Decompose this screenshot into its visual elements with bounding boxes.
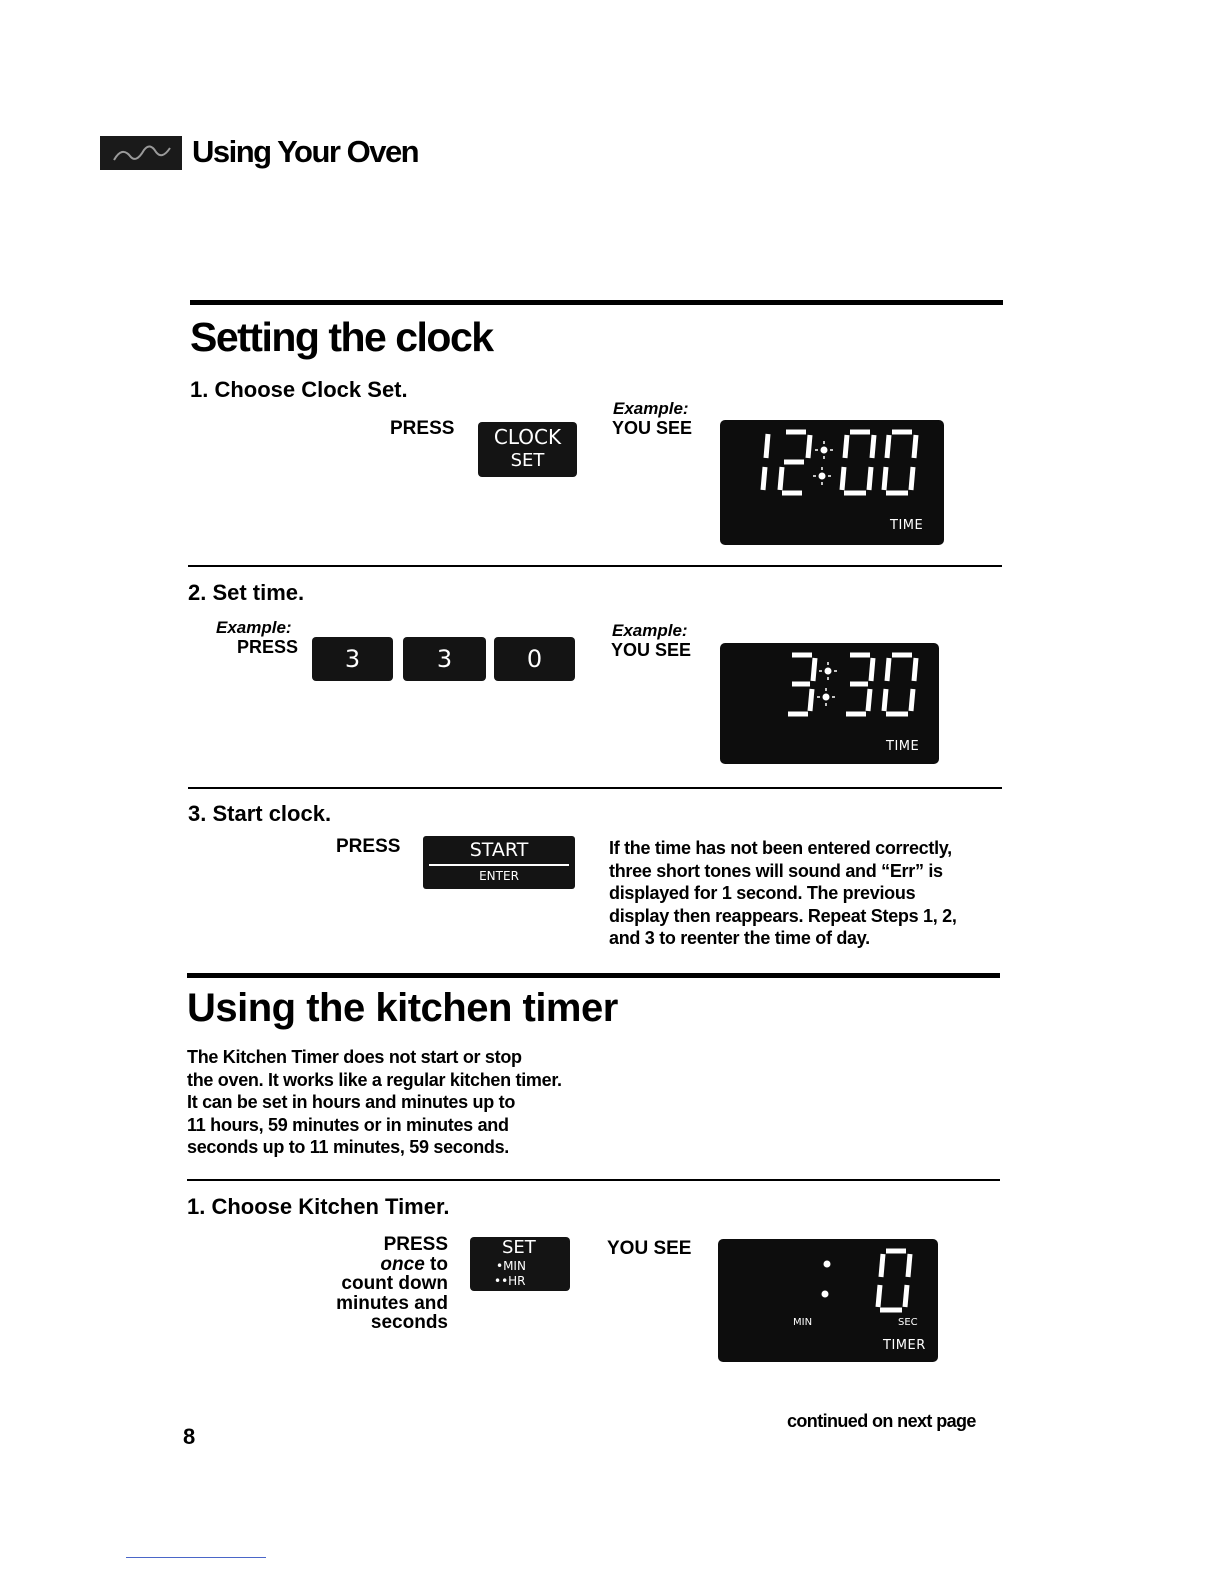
display-caption: TIMER (883, 1338, 926, 1353)
timer-intro: The Kitchen Timer does not start or stop the oven. It works like a regular kitchen timer. It can be set in hours and minutes up to 11 hours, 59 minutes or in minutes and seconds up to 11 minutes, 59 seconds. (187, 1047, 562, 1157)
start-label: START (429, 836, 569, 866)
step-divider (187, 1179, 1000, 1181)
digit-0-button[interactable]: 0 (494, 637, 575, 681)
section-rule (190, 300, 1003, 305)
clock-display-330 (720, 643, 939, 764)
timer-set-button[interactable] (470, 1237, 570, 1291)
enter-label: ENTER (479, 869, 519, 883)
section-title: Using Your Oven (192, 134, 419, 169)
clock-display-1200 (720, 420, 944, 545)
page-number: 8 (183, 1424, 196, 1449)
you-see-label: YOU SEE (611, 640, 692, 660)
timer-step1-title: 1. Choose Kitchen Timer. (187, 1194, 450, 1219)
min-indicator: •MIN (496, 1259, 526, 1273)
continued-note: continued on next page (787, 1411, 976, 1431)
error-note: If the time has not been entered correctly, three short tones will sound and “Err” is displayed for 1 second. The previous display then reappears. Repeat Steps 1, 2, and 3 to reenter the time of day. (609, 838, 957, 948)
digit-3-button[interactable]: 3 (403, 637, 486, 681)
start-enter-button[interactable] (423, 836, 575, 889)
section-rule (187, 973, 1000, 978)
press-label: PRESS (237, 637, 299, 657)
min-label: MIN (793, 1317, 813, 1328)
sec-label: SEC (898, 1317, 918, 1328)
example-label: Example: (216, 618, 292, 637)
timer-display (718, 1239, 938, 1362)
header-logo-block (100, 136, 182, 170)
example-label: Example: (612, 621, 688, 640)
display-caption: TIME (890, 518, 924, 533)
you-see-label: YOU SEE (607, 1238, 692, 1259)
press-label: PRESS (336, 836, 401, 857)
clock-set-line1: CLOCK (493, 425, 562, 449)
clock-set-button[interactable] (478, 422, 577, 477)
digit-3-button[interactable]: 3 (312, 637, 393, 681)
script-logo-icon (100, 136, 182, 170)
step-divider (188, 565, 1002, 567)
set-label: SET (502, 1237, 536, 1258)
example-label: Example: (613, 399, 689, 418)
clock-step2-title: 2. Set time. (188, 580, 305, 605)
step-divider (188, 787, 1002, 789)
timer-heading: Using the kitchen timer (187, 986, 618, 1030)
clock-step1-title: 1. Choose Clock Set. (190, 377, 408, 402)
you-see-label: YOU SEE (612, 418, 693, 438)
timer-press-instructions: PRESS once to count down minutes and seconds (300, 1235, 448, 1333)
once-word: once (380, 1253, 425, 1275)
bottom-edge-line (126, 1557, 266, 1558)
press-label: PRESS (390, 418, 455, 439)
display-caption: TIME (886, 739, 920, 754)
clock-set-line2: SET (510, 450, 545, 471)
hr-indicator: ••HR (494, 1274, 526, 1288)
clock-heading: Setting the clock (190, 314, 493, 360)
press-label: PRESS (383, 1234, 448, 1255)
clock-step3-title: 3. Start clock. (188, 801, 332, 826)
